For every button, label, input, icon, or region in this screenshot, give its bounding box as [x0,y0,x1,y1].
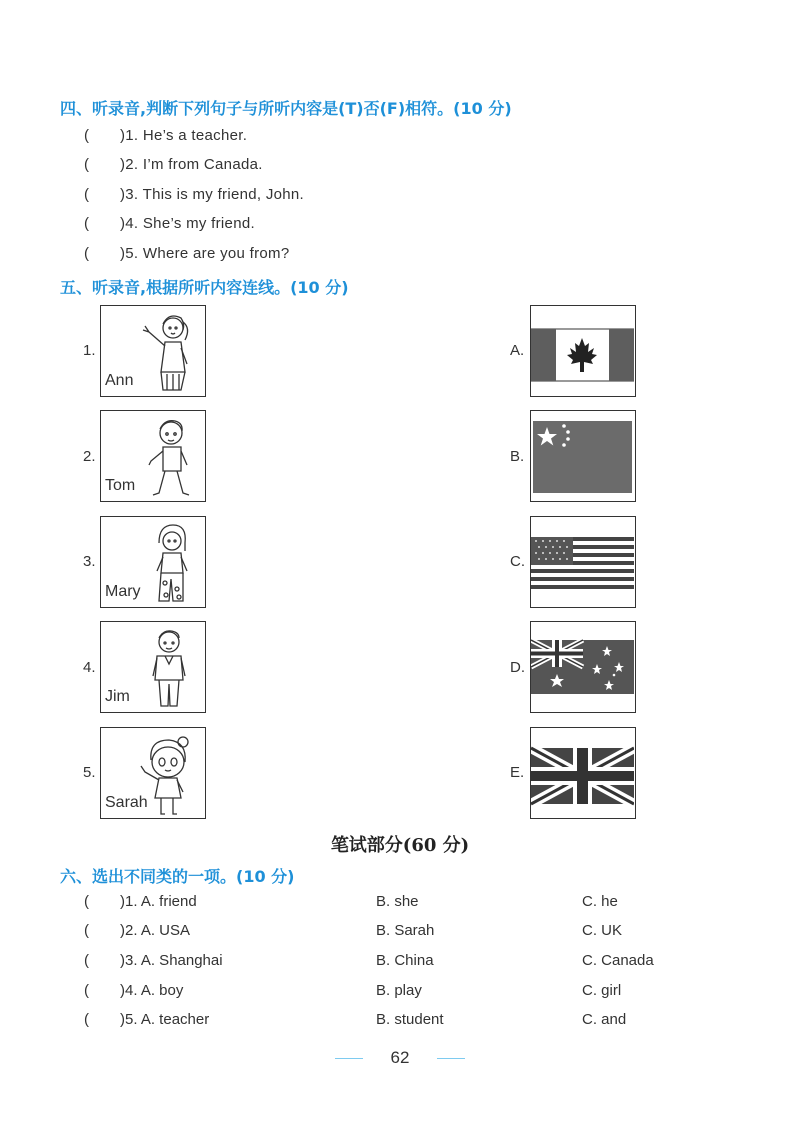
footer-line-right [437,1058,465,1060]
mc-item-1 [84,893,764,913]
page-number: 62 [390,1048,410,1067]
option-b: B. she [376,893,419,910]
section-5-title: 五、听录音,根据所听内容连线。(10 分) [60,278,349,297]
tf-item-1 [84,127,247,144]
option-a: )4. A. boy [120,982,184,999]
boy-standing-icon [139,626,199,710]
mc-item-4 [84,982,764,1002]
person-card-tom[interactable] [100,410,206,502]
person-name: Sarah [105,794,148,811]
tf-item-text: )1. He’s a teacher. [120,127,248,144]
answer-paren[interactable]: ( [84,922,89,939]
canada-flag-icon [531,306,634,395]
option-c: C. he [582,893,618,910]
picture-number-5: 5. [83,764,96,781]
girl-waving-icon [139,310,199,394]
person-name: Jim [105,688,130,705]
option-c: C. girl [582,982,622,999]
section-4-title: 四、听录音,判断下列句子与所听内容是(T)否(F)相符。(10 分) [60,99,512,118]
tf-item-2 [84,156,263,173]
option-a: )2. A. USA [120,922,191,939]
china-flag-icon [531,411,634,500]
mc-item-2 [84,922,764,942]
usa-flag-icon [531,517,634,606]
answer-paren[interactable]: ( [84,893,89,910]
flag-card-b[interactable] [530,410,636,502]
mc-item-5 [84,1011,764,1031]
tf-item-4 [84,215,255,232]
footer-line-left [335,1058,363,1060]
answer-paren[interactable]: ( [84,215,90,232]
option-b: B. Sarah [376,922,435,939]
answer-paren[interactable]: ( [84,1011,89,1028]
tf-item-text: )5. Where are you from? [120,245,290,262]
option-b: B. China [376,952,434,969]
uk-flag-icon [531,728,634,817]
picture-number-2: 2. [83,448,96,465]
tf-item-text: )4. She’s my friend. [120,215,255,232]
page-footer [0,1048,800,1068]
answer-paren[interactable]: ( [84,127,90,144]
picture-number-3: 3. [83,553,96,570]
option-a: )1. A. friend [120,893,197,910]
flag-card-c[interactable] [530,516,636,608]
option-a: )3. A. Shanghai [120,952,223,969]
flag-letter-a: A. [510,342,525,359]
person-card-jim[interactable] [100,621,206,713]
tf-item-text: )2. I’m from Canada. [120,156,263,173]
option-b: B. student [376,1011,444,1028]
option-a: )5. A. teacher [120,1011,210,1028]
option-c: C. and [582,1011,627,1028]
section-6-title: 六、选出不同类的一项。(10 分) [60,867,295,886]
picture-number-1: 1. [83,342,96,359]
person-name: Ann [105,372,134,389]
australia-flag-icon [531,622,634,711]
tf-item-5 [84,245,289,262]
flag-card-a[interactable] [530,305,636,397]
mc-item-3 [84,952,764,972]
flag-letter-d: D. [510,659,525,676]
person-name: Tom [105,477,136,494]
person-card-sarah[interactable] [100,727,206,819]
written-part-heading: 笔试部分(60 分) [330,835,470,856]
picture-number-4: 4. [83,659,96,676]
person-card-mary[interactable] [100,516,206,608]
option-c: C. UK [582,922,623,939]
girl-standing-icon [139,521,199,605]
answer-paren[interactable]: ( [84,186,90,203]
person-name: Mary [105,583,141,600]
answer-paren[interactable]: ( [84,952,89,969]
flag-letter-b: B. [510,448,525,465]
flag-letter-e: E. [510,764,525,781]
person-card-ann[interactable] [100,305,206,397]
option-b: B. play [376,982,422,999]
flag-card-d[interactable] [530,621,636,713]
boy-walking-icon [139,415,199,499]
answer-paren[interactable]: ( [84,245,90,262]
answer-paren[interactable]: ( [84,156,90,173]
tf-item-3 [84,186,304,203]
flag-letter-c: C. [510,553,525,570]
option-c: C. Canada [582,952,654,969]
flag-card-e[interactable] [530,727,636,819]
answer-paren[interactable]: ( [84,982,89,999]
tf-item-text: )3. This is my friend, John. [120,186,305,203]
